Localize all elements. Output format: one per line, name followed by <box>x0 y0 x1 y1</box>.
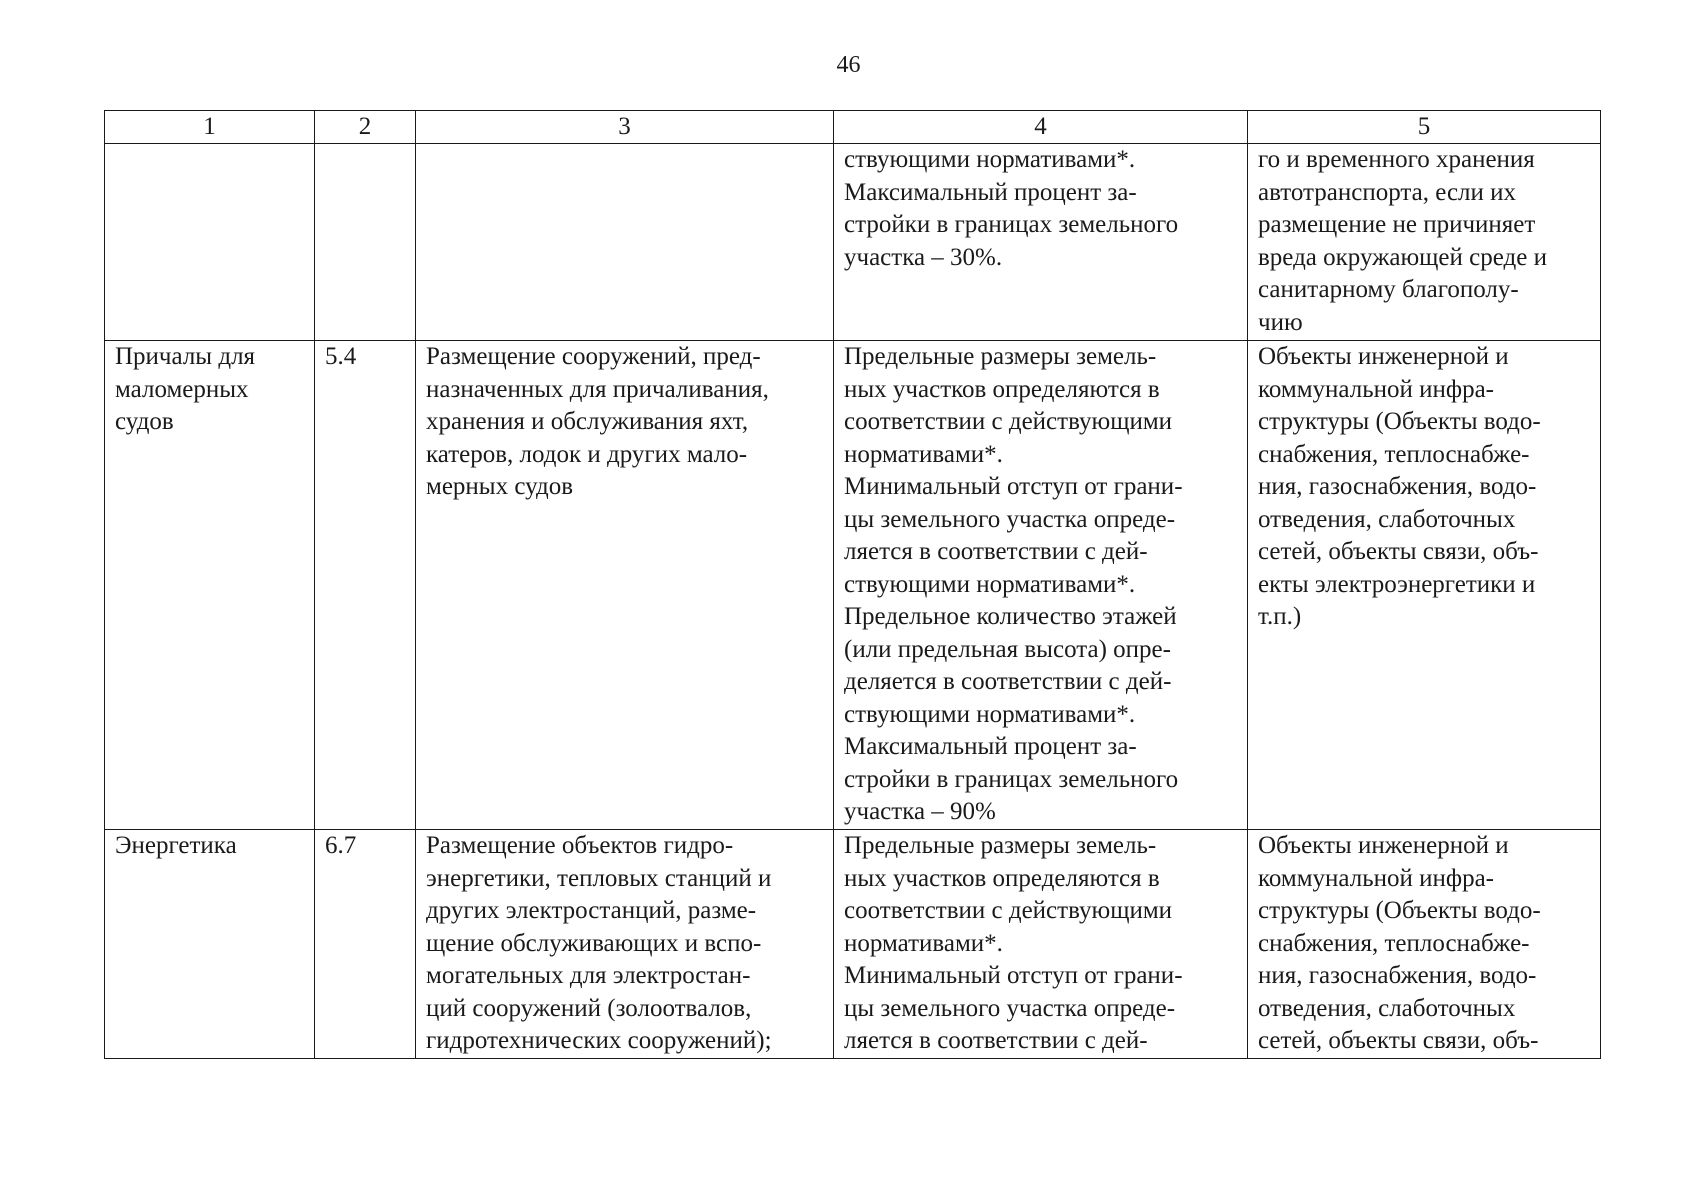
text-line: Максимальный процент за- <box>844 178 1137 206</box>
cell-code: 5.4 <box>315 341 416 830</box>
column-number-5: 5 <box>1248 111 1601 144</box>
text-line: могательных для электростан- <box>426 962 751 989</box>
text-line: маломерных <box>115 375 249 403</box>
text-line: Объекты инженерной и <box>1258 832 1509 859</box>
cell-name <box>105 830 315 1059</box>
text-line: цы земельного участка опреде- <box>844 505 1176 533</box>
text-line: Энергетика <box>115 832 237 859</box>
text-line: (или предельная высота) опре- <box>844 635 1171 663</box>
text-line: участка – 90% <box>844 798 996 825</box>
text-line: Минимальный отступ от грани- <box>844 473 1183 500</box>
text-line: ствующими нормативами*. <box>844 570 1136 598</box>
cell-name <box>105 144 315 341</box>
text-line: ных участков определяются в <box>844 375 1160 403</box>
cell-auxiliary <box>1248 144 1601 341</box>
cell-auxiliary <box>1248 830 1601 1059</box>
text-line: стройки в границах земельного <box>844 765 1179 793</box>
text-line: отведения, слаботочных <box>1258 505 1516 533</box>
text-line: снабжения, теплоснабже- <box>1258 929 1530 957</box>
text-line: Размещение объектов гидро- <box>426 832 734 859</box>
text-line: Минимальный отступ от грани- <box>844 962 1183 989</box>
text-line: деляется в соответствии с дей- <box>844 668 1172 695</box>
text-line: хранения и обслуживания яхт, <box>426 408 749 435</box>
table-row-moorings <box>105 341 1601 830</box>
text-line: сетей, объекты связи, объ- <box>1258 1027 1539 1054</box>
text-line: Предельное количество этажей <box>844 603 1177 630</box>
text-line: отведения, слаботочных <box>1258 994 1516 1022</box>
text-line: ляется в соответствии с дей- <box>844 1027 1148 1054</box>
text-line: ния, газоснабжения, водо- <box>1258 473 1537 500</box>
text-line: санитарному благополу- <box>1258 276 1519 303</box>
cell-description <box>416 144 834 341</box>
cell-code <box>315 144 416 341</box>
text-line: цы земельного участка опреде- <box>844 994 1176 1022</box>
text-line: щение обслуживающих и вспо- <box>426 929 762 957</box>
text-line: ных участков определяются в <box>844 864 1160 892</box>
cell-description <box>416 830 834 1059</box>
cell-description <box>416 341 834 830</box>
text-line: нормативами*. <box>844 440 1003 468</box>
text-line: ствующими нормативами*. <box>844 700 1136 728</box>
text-line: коммунальной инфра- <box>1258 864 1494 892</box>
text-line: назначенных для причаливания, <box>426 375 769 403</box>
cell-code: 6.7 <box>315 830 416 1059</box>
text-line: Предельные размеры земель- <box>844 343 1157 370</box>
cell-parameters <box>834 144 1248 341</box>
text-line: Причалы для <box>115 343 256 370</box>
text-line: судов <box>115 408 174 435</box>
text-line: катеров, лодок и других мало- <box>426 440 748 468</box>
text-line: других электростанций, разме- <box>426 897 757 924</box>
text-line: ляется в соответствии с дей- <box>844 538 1148 565</box>
text-line: соответствии с действующими <box>844 408 1173 435</box>
text-line: го и временного хранения <box>1258 146 1535 173</box>
cell-auxiliary <box>1248 341 1601 830</box>
text-line: Объекты инженерной и <box>1258 343 1509 370</box>
text-line: структуры (Объекты водо- <box>1258 408 1541 435</box>
text-line: стройки в границах земельного <box>844 211 1179 238</box>
text-line: участка – 30%. <box>844 243 1003 271</box>
cell-parameters <box>834 341 1248 830</box>
column-number-1: 1 <box>105 111 315 144</box>
text-line: автотранспорта, если их <box>1258 178 1517 206</box>
text-line: Размещение сооружений, пред- <box>426 343 761 370</box>
text-line: сетей, объекты связи, объ- <box>1258 538 1539 565</box>
text-line: гидротехнических сооружений); <box>426 1027 772 1054</box>
text-line: чию <box>1258 308 1303 336</box>
text-line: ния, газоснабжения, водо- <box>1258 962 1537 989</box>
page-number: 46 <box>836 52 861 78</box>
text-line: энергетики, тепловых станций и <box>426 864 772 892</box>
column-number-2: 2 <box>315 111 416 144</box>
text-line: соответствии с действующими <box>844 897 1173 924</box>
text-line: размещение не причиняет <box>1258 211 1536 238</box>
cell-name <box>105 341 315 830</box>
text-line: коммунальной инфра- <box>1258 375 1494 403</box>
text-line: мерных судов <box>426 473 574 500</box>
text-line: структуры (Объекты водо- <box>1258 897 1541 924</box>
text-line: ций сооружений (золоотвалов, <box>426 994 752 1022</box>
text-line: нормативами*. <box>844 929 1003 957</box>
text-line: снабжения, теплоснабже- <box>1258 440 1530 468</box>
text-line: т.п.) <box>1258 603 1302 630</box>
column-number-4: 4 <box>834 111 1248 144</box>
text-line: Предельные размеры земель- <box>844 832 1157 859</box>
header-row <box>105 111 1601 144</box>
column-number-3: 3 <box>416 111 834 144</box>
text-line: екты электроэнергетики и <box>1258 570 1536 598</box>
text-line: ствующими нормативами*. <box>844 146 1136 173</box>
table-row-energy <box>105 830 1601 1059</box>
land-use-table <box>104 110 1601 1059</box>
cell-parameters <box>834 830 1248 1059</box>
text-line: вреда окружающей среде и <box>1258 243 1547 271</box>
table-row-continuation <box>105 144 1601 341</box>
text-line: Максимальный процент за- <box>844 733 1137 760</box>
